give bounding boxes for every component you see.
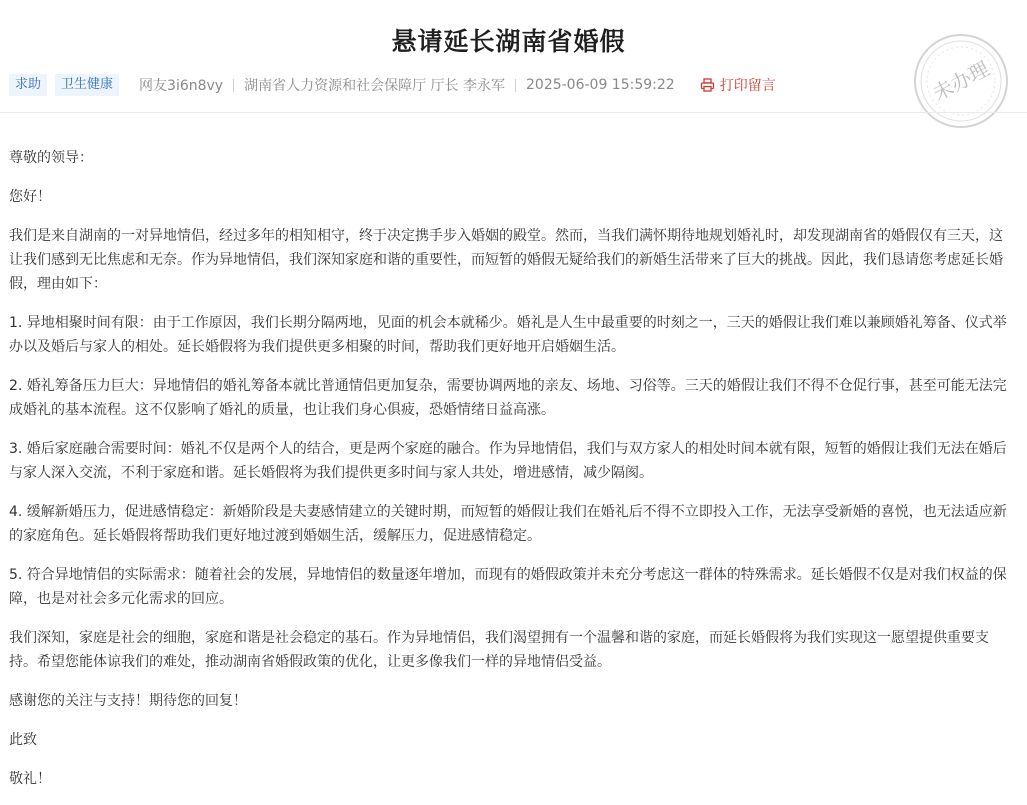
letter-paragraph: 此致 [9, 732, 37, 748]
letter-body [9, 146, 1009, 805]
letter-paragraph: 3. 婚后家庭融合需要时间：婚礼不仅是两个人的结合，更是两个家庭的融合。作为异地情侣，我们与双方家人的相处时间本就有限，短暂的婚假让我们无法在婚后与家人深入交流，不利于家庭和谐。延长婚假将为我们提供更多时间与家人共处，增进感情，减少隔阂。 [9, 441, 1007, 481]
letter-paragraph: 5. 符合异地情侣的实际需求：随着社会的发展，异地情侣的数量逐年增加，而现有的婚假政策并未充分考虑这一群体的特殊需求。延长婚假不仅是对我们权益的保障，也是对社会多元化需求的回应。 [9, 567, 1007, 607]
tag-help[interactable]: 求助 [9, 74, 47, 96]
letter-paragraph: 4. 缓解新婚压力，促进感情稳定：新婚阶段是夫妻感情建立的关键时期，而短暂的婚假让我们在婚礼后不得不立即投入工作，无法享受新婚的喜悦，也无法适应新的家庭角色。延长婚假将帮助我们更好地过渡到婚姻生活，缓解压力，促进感情稳定。 [9, 504, 1007, 544]
meta-divider [515, 79, 516, 92]
status-stamp-text: 未办理 [928, 56, 994, 106]
letter-paragraph: 您好！ [9, 189, 51, 205]
letter-paragraph: 感谢您的关注与支持！期待您的回复！ [9, 693, 247, 709]
post-datetime: 2025-06-09 15:59:22 [526, 77, 675, 93]
page-title: 悬请延长湖南省婚假 [391, 27, 626, 56]
printer-icon [700, 78, 715, 92]
tag-health[interactable]: 卫生健康 [55, 74, 119, 96]
letter-paragraph: 尊敬的领导： [9, 150, 93, 166]
letter-paragraph: 1. 异地相聚时间有限：由于工作原因，我们长期分隔两地，见面的机会本就稀少。婚礼是人生中最重要的时刻之一，三天的婚假让我们难以兼顾婚礼筹备、仪式举办以及婚后与家人的相处。延长婚假将为我们提供更多相聚的时间，帮助我们更好地开启婚姻生活。 [9, 315, 1007, 355]
letter-paragraph: 敬礼！ [9, 771, 51, 787]
letter-paragraph: 我们深知，家庭是社会的细胞，家庭和谐是社会稳定的基石。作为异地情侣，我们渴望拥有一个温馨和谐的家庭，而延长婚假将为我们实现这一愿望提供重要支持。希望您能体谅我们的难处，推动湖南省婚假政策的优化，让更多像我们一样的异地情侣受益。 [9, 630, 989, 670]
letter-paragraph: 我们是来自湖南的一对异地情侣，经过多年的相知相守，终于决定携手步入婚姻的殿堂。然而，当我们满怀期待地规划婚礼时，却发现湖南省的婚假仅有三天，这让我们感到无比焦虑和无奈。作为异地情侣，我们深知家庭和谐的重要性，而短暂的婚假无疑给我们的新婚生活带来了巨大的挑战。因此，我们恳请您考虑延长婚假，理由如下： [9, 228, 1003, 292]
print-message-label: 打印留言 [719, 78, 776, 94]
header-divider [0, 112, 1027, 113]
author-name: 网友3i6n8vy [139, 78, 224, 94]
print-message-button[interactable] [700, 75, 776, 95]
letter-paragraph: 2. 婚礼筹备压力巨大：异地情侣的婚礼筹备本就比普通情侣更加复杂，需要协调两地的亲友、场地、习俗等。三天的婚假让我们不得不仓促行事，甚至可能无法完成婚礼的基本流程。这不仅影响了婚礼的质量，也让我们身心俱疲，恐婚情绪日益高涨。 [9, 378, 1007, 418]
status-stamp [911, 31, 1011, 131]
recipient-department: 湖南省人力资源和社会保障厅 厅长 李永军 [244, 78, 505, 94]
meta-divider [233, 79, 234, 92]
message-meta-bar [9, 72, 776, 98]
